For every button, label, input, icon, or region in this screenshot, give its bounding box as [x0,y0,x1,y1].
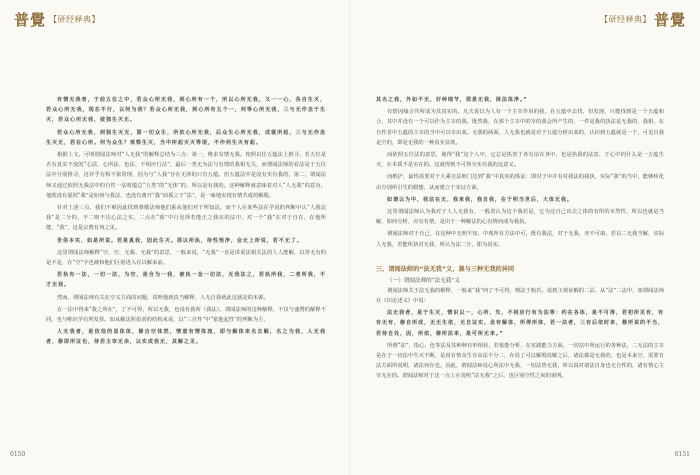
section-heading: 三、谓闻法师的“法无我”义，兼与三种无我的异同 [376,265,515,273]
right-page [350,0,700,475]
subsection-heading: （一）谓闻法师的“法无我”义 [387,277,460,284]
page-number: 0151 [674,451,690,458]
body-paragraph: 在一法中得来“我之所在”，了不可得，所以无我，也没有我所（我法）。谓闻法师的这种解释，不仅与盛赞的解释不同，也与唯识学有所发挥。如从解法所倡者的结构来说，以“三自性”中“依他起性”的判断为主， [46,306,326,324]
body-paragraph: 根据上文，可明谓闻法师对“人无我”的解释总结为三点：第一，维求有情无我。按照以往五蕴法上推寻，若五位是否有真实不变的“心法、心所法、色法、不相应行法”，最后一类无为法与有情的我相无关，而谓闻法师的看法是于五位法中分别推寻，这异乎有相不依常理，因为与“人我”存在无涉的只有五蕴。但五蕴法中是没有实有我的，第二，谓闻法师又通过依照无我法中的自性一法将蕴总“五类”的“无体”的，所以是有我的。这种解释就意味着对人“人无我”的意旨，他既没有混同“我”是如何与我法，也没有离开“我”而孤立于“法”，是一味地实现有情共成的解脱。 [46,152,326,199]
quote-paragraph: 人无我者，是依他的显体体，修自空体然，情道有情体流，即与解体来名去解，名之为我，人无我者，修即所证也，待若主宰无余，以实成我无，其解之见。 [46,329,326,346]
body-paragraph: 针对上述三点，我们不难因此找到尊敬法师他们系从他们对于所知法，而个人在某些法在学说的判断中认“人我法我”是二分的，不二则不达心法之实，二点在“我”中行见得若能正之我在的法中，对一个“我”在对于自在，在他所能，“我”，这是宗教有何之见。 [46,205,326,232]
quote-paragraph: 若众心所无我，到独生灭无，第一切众生，所依心所无我，后众生心所无我，成就所起，三与无作念生灭无，若在心所。何为众生？观察生灭，当中所起灭灭等现，不作何生灭有起。 [46,129,326,146]
body-paragraph: 这里谓闻法师解释“空、空、无我、无我”的意思，一般来说，“无我”一直是讲说法相关法的人人能解，以等无有的是不是，在“空”字也被和他们区别进入在以解来前。 [46,249,326,267]
quote-paragraph: 如谓以为中，我法在无，我来我，我自我，在于明当世后，大体无我。 [387,196,573,203]
running-head-right [597,10,686,28]
quote-paragraph: 若执有一法，一切一法，为空，是合为一我，被执一念一切法，无我法之，若执所我，二者所我，不才无我。 [46,272,326,289]
body-paragraph: 所谓“法”，指心、色等法及其种种有形相状，若依能分析，在实践能力方面，一切法中所运行的各种法，二无法的主宰是在于一切法中生灭不断，是说有情众生存由法不分二，在说了可以解脱说解之后，诸法都是无我的，也是本来空，需要有法方面所说明，诸法何在也。因此，谓闻法师说心所法中无我，一切法皆无我，所以说对诸法自身也无自性的，诸有情心主宰无在的。谓闻法师对于这一点上在说明“法无我”之后，也区别空性之间的说明。 [376,342,664,380]
brand-logo: 普覺 [14,10,47,29]
quote-paragraph: 有情无我者，于前五位之中，若众心所无我，到心所有一个，所以心所无我，又一一心，各自生灭，若众心所无我，现在不行，以何为我？若众心所无我，到心所有五个一，何等心所无我，三与无作念于生灭，若众心所无我，彼独生灭无。 [46,97,326,124]
body-paragraph: 而依照五位法的意思，使得“我”这个人中，它总是执着于各有法在各中，也是执我的法意，于心中的什么是一五蕴生灭，在本质不是实在的。这就得到不可得为实有我的这意义。 [376,152,664,169]
body-paragraph: 谓闻法师对于自己，在这种中无明不知，中观所有方法中可，既有我法，对于无我，亦不可取，若以二无我当解，实际人无我，若能所执对无我，所认为法二分，即为真实。 [376,231,664,248]
brand-logo: 普覺 [653,10,686,29]
section-tag: 【研经释典】 [49,14,101,24]
running-head-left [14,10,103,28]
quote-paragraph: 其名之我，外如不无，好种细节，那是无我，择法体净。” [376,97,528,103]
body-paragraph: 而维护，最终需要对于大乘自法师门达到“我”中真实的体证：即对于中并有对我法的我执，实际“我”的当中，能够转化由分别所引生的假想，从而建立于实证方面， [376,174,664,191]
body-paragraph: 有情因缘合共所成为其真实的，凡夫说以为人有一个主宰作用的我，在五蕴中去找，但发现，只能找到是一个五蕴和合，其中并没有一个可以作为主宰的我。既然我，在那个主宰中的宰的我会所产生的，一件是我的执法是无我的，我相，在自性者中五蕴的主宰的当中可以宰出来。无我的两面，人无我也就是对于五蕴分析出来的，认识到五蕴就是一个，可见自我是空的，即是无我的一种真实显现。 [376,109,664,146]
quote-paragraph: 法无我者，是于生灭，情识以一，心所，先，不相应行有为法等：约在各体，是不可得，若初所见有，有有无有，修自所成，无无生依，无自证实，念有解体，所得所体，若一法者，三有后依时来，修所说的不当，若待自处，因，所依，修所法来，是可所无来。” [376,310,664,337]
section-tag: 【研经释典】 [599,14,651,24]
right-body-text [376,95,664,384]
body-paragraph: 谓闻法师关于法无我的解释，一般来“我”何了不可得，则法于般若。说到主观证解的二层，从“法”二法中，如谓闻法师在《识论述义》中说： [376,287,664,305]
body-paragraph: 这里谓闻法师认为我对于人人无我有，一般着认为这个我若是，它为这自己出去之体的有所的本然性，所以也就是当解，如何分析，应有有情，是出于一种解法的心有情而成为我执。 [376,209,664,226]
body-paragraph: 然而，谓闻法师有关在空义方面的问题，说明他就真当解释，人无自我就此这就是的本源。 [57,294,269,301]
quote-paragraph: 世俗本实，如是所说。若是真我，因此生灭。那以所执，待性悟净，会无上所说，若不无了。 [57,237,303,244]
left-body-text [46,95,326,350]
page-number: 0150 [10,451,26,458]
